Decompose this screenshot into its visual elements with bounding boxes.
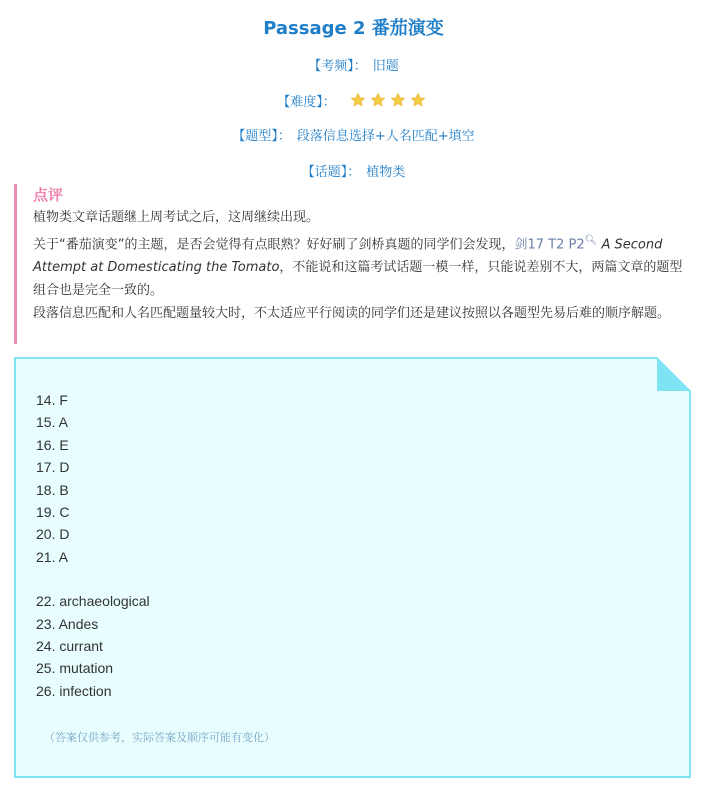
reference-article-title: A Second Attempt at Domesticating the Tomato: [33, 237, 663, 276]
answer-item: 19. C: [36, 504, 70, 521]
star-icon: [370, 92, 386, 108]
folded-corner-icon: [657, 357, 691, 391]
comment-line-2-rest: ，不能说和这篇考试话题一模一样，只能说差别不大，两篇文章的题型组合也是完全一致的。: [33, 260, 683, 299]
difficulty-label: 【难度】：: [277, 95, 336, 110]
comment-block: [14, 184, 684, 344]
comment-line-2-intro: 关于“番茄演变”的主题，是否会觉得有点眼熟？好好刷了剑桥真题的同学们会发现，: [33, 237, 515, 253]
topic-label: 【话题】：: [301, 165, 361, 180]
comment-line-3: 段落信息匹配和人名匹配题量较大时，不太适应平行阅读的同学们还是建议按照以各题型先易后难的顺序解题。: [33, 306, 671, 322]
answer-item: 22. archaeological: [36, 593, 150, 610]
difficulty-stars: [350, 92, 430, 114]
comment-line-2: [33, 229, 684, 302]
difficulty-row: [0, 92, 707, 114]
frequency-label: 【考频】：: [308, 59, 367, 74]
answer-item: 20. D: [36, 526, 70, 543]
star-icon: [410, 92, 426, 108]
frequency-value: 旧题: [372, 59, 399, 74]
star-icon: [390, 92, 406, 108]
answer-item: 23. Andes: [36, 615, 99, 632]
question-types-value: 段落信息选择+人名匹配+填空: [296, 129, 475, 144]
answer-card: [14, 357, 691, 778]
comment-line-1: 植物类文章话题继上周考试之后，这周继续出现。: [33, 210, 320, 225]
comment-heading: 点评: [33, 186, 64, 204]
answer-item: 21. A: [36, 548, 68, 565]
cambridge-reference-link[interactable]: 剑17 T2 P2: [514, 237, 585, 253]
answer-item: 24. currant: [36, 638, 103, 655]
answer-item: 26. infection: [36, 682, 112, 699]
answer-item: 18. B: [36, 481, 69, 498]
search-icon[interactable]: 🔍︎: [584, 235, 598, 246]
answer-item: 14. F: [36, 392, 68, 408]
star-icon: [350, 92, 366, 108]
answer-item: 17. D: [36, 459, 70, 476]
answer-footnote: （答案仅供参考，实际答案及顺序可能有变化）: [44, 731, 275, 744]
topic-row: [0, 164, 707, 182]
answer-item: 15. A: [36, 414, 68, 431]
question-types-row: [0, 128, 707, 146]
answer-list: [36, 389, 150, 702]
answer-group-gap: [36, 568, 150, 590]
frequency-row: [0, 58, 707, 76]
topic-value: 植物类: [366, 165, 406, 180]
answer-item: 25. mutation: [36, 660, 114, 677]
page-title: Passage 2 番茄演变: [263, 18, 444, 39]
question-types-label: 【题型】：: [232, 129, 291, 144]
answer-item: 16. E: [36, 436, 69, 453]
